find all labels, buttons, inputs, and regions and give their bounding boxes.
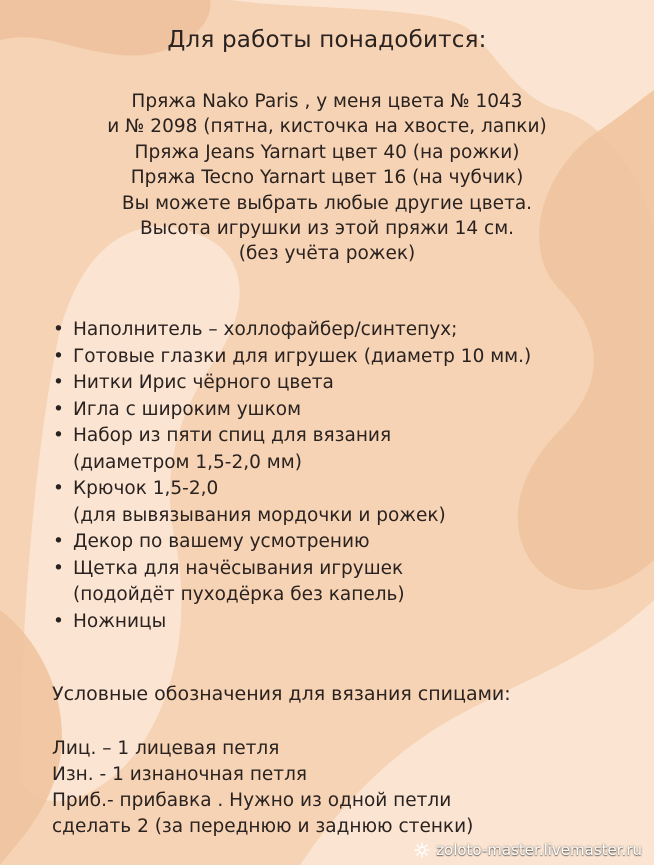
list-item-text: Набор из пяти спиц для вязания: [73, 425, 392, 446]
list-item-text: Наполнитель – холлофайбер/синтепух;: [73, 319, 458, 340]
intro-line: Высота игрушки из этой пряжи 14 см.: [139, 218, 515, 240]
legend-line: сделать 2 (за переднюю и заднюю стенки): [52, 816, 474, 837]
list-item: [50, 423, 640, 476]
materials-list: [50, 317, 640, 635]
list-item: [50, 609, 640, 636]
bullet-icon: •: [53, 345, 64, 367]
page-title: Для работы понадобится:: [167, 27, 487, 53]
list-item: [50, 317, 640, 344]
legend-item: [52, 814, 642, 840]
legend-item: [52, 788, 642, 814]
legend-line: Лиц. – 1 лицевая петля: [52, 738, 280, 759]
intro-line: и № 2098 (пятна, кисточка на хвосте, лапки): [107, 116, 547, 138]
intro-line: Пряжа Tecno Yarnart цвет 16 (на чубчик): [130, 167, 524, 189]
livemaster-logo-icon: [414, 842, 430, 858]
bullet-icon: •: [53, 610, 64, 632]
list-item: [50, 476, 640, 529]
bullet-icon: •: [53, 372, 64, 393]
legend-heading: Условные обозначения для вязания спицами:: [52, 683, 511, 705]
legend-line: Приб.- прибавка . Нужно из одной петли: [52, 790, 452, 811]
legend-line: Изн. - 1 изнаночная петля: [52, 764, 308, 785]
intro-line: (без учёта рожек): [238, 243, 416, 265]
intro-text: [0, 89, 654, 267]
list-item-text: Декор по вашему усмотрению: [73, 531, 370, 552]
list-item: [50, 529, 640, 556]
bullet-icon: •: [53, 319, 64, 340]
list-item-subtext: (для вывязывания мордочки и рожек): [73, 504, 446, 526]
list-item-text: Ножницы: [73, 610, 167, 632]
list-item-subtext: (диаметром 1,5-2,0 мм): [73, 451, 302, 473]
list-item-text: Крючок 1,5-2,0: [73, 478, 219, 499]
bullet-icon: •: [53, 425, 64, 446]
intro-line: Вы можете выбрать любые другие цвета.: [121, 192, 533, 214]
bullet-icon: •: [53, 557, 64, 579]
legend-item: [52, 736, 642, 762]
bullet-icon: •: [53, 478, 64, 499]
watermark-text: zoloto-master.livemaster.ru: [436, 841, 642, 859]
list-item: [50, 370, 640, 397]
list-item-text: Нитки Ирис чёрного цвета: [73, 372, 334, 393]
list-item-subtext: (подойдёт пуходёрка без капель): [73, 584, 405, 605]
intro-line: Пряжа Nako Paris , у меня цвета № 1043: [131, 91, 523, 112]
bullet-icon: •: [53, 398, 64, 420]
list-item: [50, 397, 640, 424]
list-item-text: Игла с широким ушком: [73, 398, 302, 420]
list-item: [50, 556, 640, 609]
list-item-text: Щетка для начёсывания игрушек: [73, 557, 404, 579]
intro-line: Пряжа Jeans Yarnart цвет 40 (на рожки): [134, 141, 520, 163]
legend-list: [52, 736, 642, 840]
list-item: [50, 344, 640, 371]
legend-item: [52, 762, 642, 788]
bullet-icon: •: [53, 531, 64, 552]
list-item-text: Готовые глазки для игрушек (диаметр 10 мм.): [73, 345, 532, 367]
watermark: [414, 841, 642, 859]
